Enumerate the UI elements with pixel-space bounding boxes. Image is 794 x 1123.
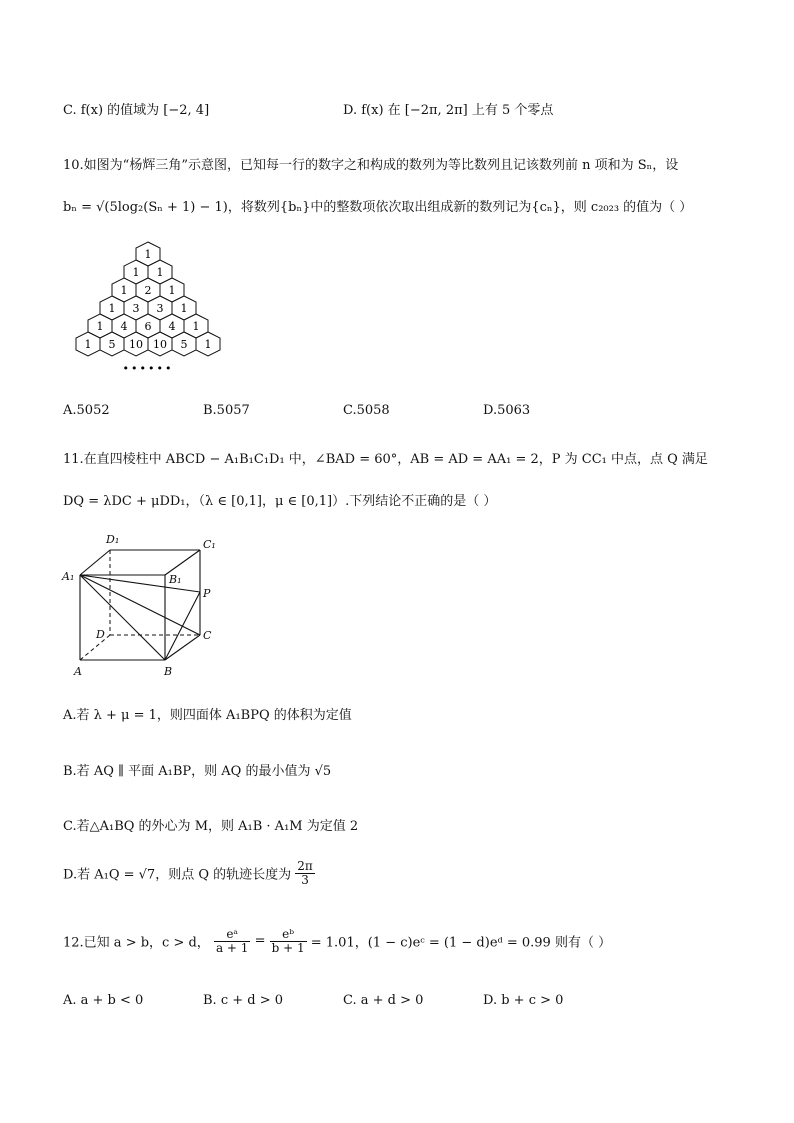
label-d: D xyxy=(96,628,105,641)
triangle-cell-value: 10 xyxy=(153,338,167,351)
triangle-cell-value: 3 xyxy=(156,302,164,315)
q10-option-a: A.5052 xyxy=(63,403,110,418)
q11-option-d-fraction xyxy=(295,860,315,886)
q9-option-d: D. f(x) 在 [−2π, 2π] 上有 5 个零点 xyxy=(343,103,554,118)
edge-a-d xyxy=(80,635,110,660)
q12-fraction-b xyxy=(270,928,307,954)
q9-option-c: C. f(x) 的值域为 [−2, 4] xyxy=(63,103,210,118)
edge-b1-c1 xyxy=(165,550,200,575)
q11-option-b: B.若 AQ ∥ 平面 A₁BP，则 AQ 的最小值为 √5 xyxy=(63,764,332,779)
triangle-cell-value: 1 xyxy=(192,320,200,333)
q11-option-d xyxy=(63,860,315,886)
triangle-cell-value: 5 xyxy=(108,338,116,351)
edge-a1-b xyxy=(80,575,165,660)
fraction-numerator: eᵇ xyxy=(270,928,307,942)
triangle-cell-value: 6 xyxy=(144,320,152,333)
q12-equals: = xyxy=(254,933,266,949)
triangle-cell-value: 1 xyxy=(84,338,92,351)
triangle-cell-value: 1 xyxy=(120,284,128,297)
q12-option-d: D. b + c > 0 xyxy=(483,993,564,1008)
label-b: B xyxy=(164,665,173,678)
label-a: A xyxy=(74,665,82,678)
label-b1: B₁ xyxy=(169,573,182,586)
triangle-cell-value: 1 xyxy=(168,284,176,297)
q10-option-b: B.5057 xyxy=(203,403,250,418)
edge-a1-d1 xyxy=(80,550,110,575)
fraction-denominator: a + 1 xyxy=(215,940,249,955)
yang-hui-triangle-figure xyxy=(72,240,232,380)
triangle-cell-value: 2 xyxy=(144,284,152,297)
fraction-denominator: 3 xyxy=(301,872,309,887)
q12-stem-prefix: 12.已知 a > b，c > d， xyxy=(63,935,210,951)
q11-option-c: C.若△A₁BQ 的外心为 M，则 A₁B · A₁M 为定值 2 xyxy=(63,819,359,834)
label-c1: C₁ xyxy=(203,538,216,551)
triangle-cell-value: 1 xyxy=(132,266,140,279)
triangle-cell-value: 4 xyxy=(120,320,128,333)
q11-option-d-text: D.若 A₁Q = √7，则点 Q 的轨迹长度为 xyxy=(63,867,292,883)
label-d1: D₁ xyxy=(106,533,120,546)
triangle-ellipsis: •••••• xyxy=(122,362,174,375)
label-c: C xyxy=(203,629,212,642)
triangle-cell-value: 3 xyxy=(132,302,140,315)
q11-option-a: A.若 λ + μ = 1，则四面体 A₁BPQ 的体积为定值 xyxy=(63,708,352,723)
fraction-numerator: 2π xyxy=(297,859,313,873)
triangle-cell-value: 1 xyxy=(144,248,152,261)
q10-option-c: C.5058 xyxy=(343,403,390,418)
triangle-cell-value: 1 xyxy=(204,338,212,351)
triangle-cell-value: 1 xyxy=(108,302,116,315)
edge-b-c xyxy=(165,635,200,660)
triangle-cell-value: 1 xyxy=(156,266,164,279)
fraction-numerator: eᵃ xyxy=(214,928,250,942)
triangle-cell-value: 4 xyxy=(168,320,176,333)
prism-figure xyxy=(60,530,220,680)
label-a1: A₁ xyxy=(62,570,75,583)
triangle-cell-value: 5 xyxy=(180,338,188,351)
q12-fraction-a xyxy=(214,928,250,954)
q12-option-b: B. c + d > 0 xyxy=(203,993,284,1008)
q10-stem-line1: 10.如图为“杨辉三角”示意图，已知每一行的数字之和构成的数列为等比数列且记该数列前 n 项和为 Sₙ，设 xyxy=(63,158,679,173)
q12-option-c: C. a + d > 0 xyxy=(343,993,424,1008)
q12-stem xyxy=(63,928,611,954)
triangle-cell-value: 10 xyxy=(129,338,143,351)
q12-stem-suffix: = 1.01，(1 − c)eᶜ = (1 − d)eᵈ = 0.99 则有（ ） xyxy=(310,935,612,951)
fraction-denominator: b + 1 xyxy=(271,940,305,955)
triangle-cell-value: 1 xyxy=(180,302,188,315)
q11-stem-line2: DQ = λDC + μDD₁，（λ ∈ [0,1]，μ ∈ [0,1]）.下列结论不正确的是（ ） xyxy=(63,494,497,509)
q10-option-d: D.5063 xyxy=(483,403,531,418)
q10-stem-line2: bₙ = √(5log₂(Sₙ + 1) − 1)，将数列{bₙ}中的整数项依次取出组成新的数列记为{cₙ}，则 c₂₀₂₃ 的值为（ ） xyxy=(63,200,693,215)
triangle-cell-value: 1 xyxy=(96,320,104,333)
q12-option-a: A. a + b < 0 xyxy=(63,993,144,1008)
label-p: P xyxy=(203,587,211,600)
q11-stem-line1: 11.在直四棱柱中 ABCD − A₁B₁C₁D₁ 中，∠BAD = 60°，AB = AD = AA₁ = 2，P 为 CC₁ 中点，点 Q 满足 xyxy=(63,452,708,467)
